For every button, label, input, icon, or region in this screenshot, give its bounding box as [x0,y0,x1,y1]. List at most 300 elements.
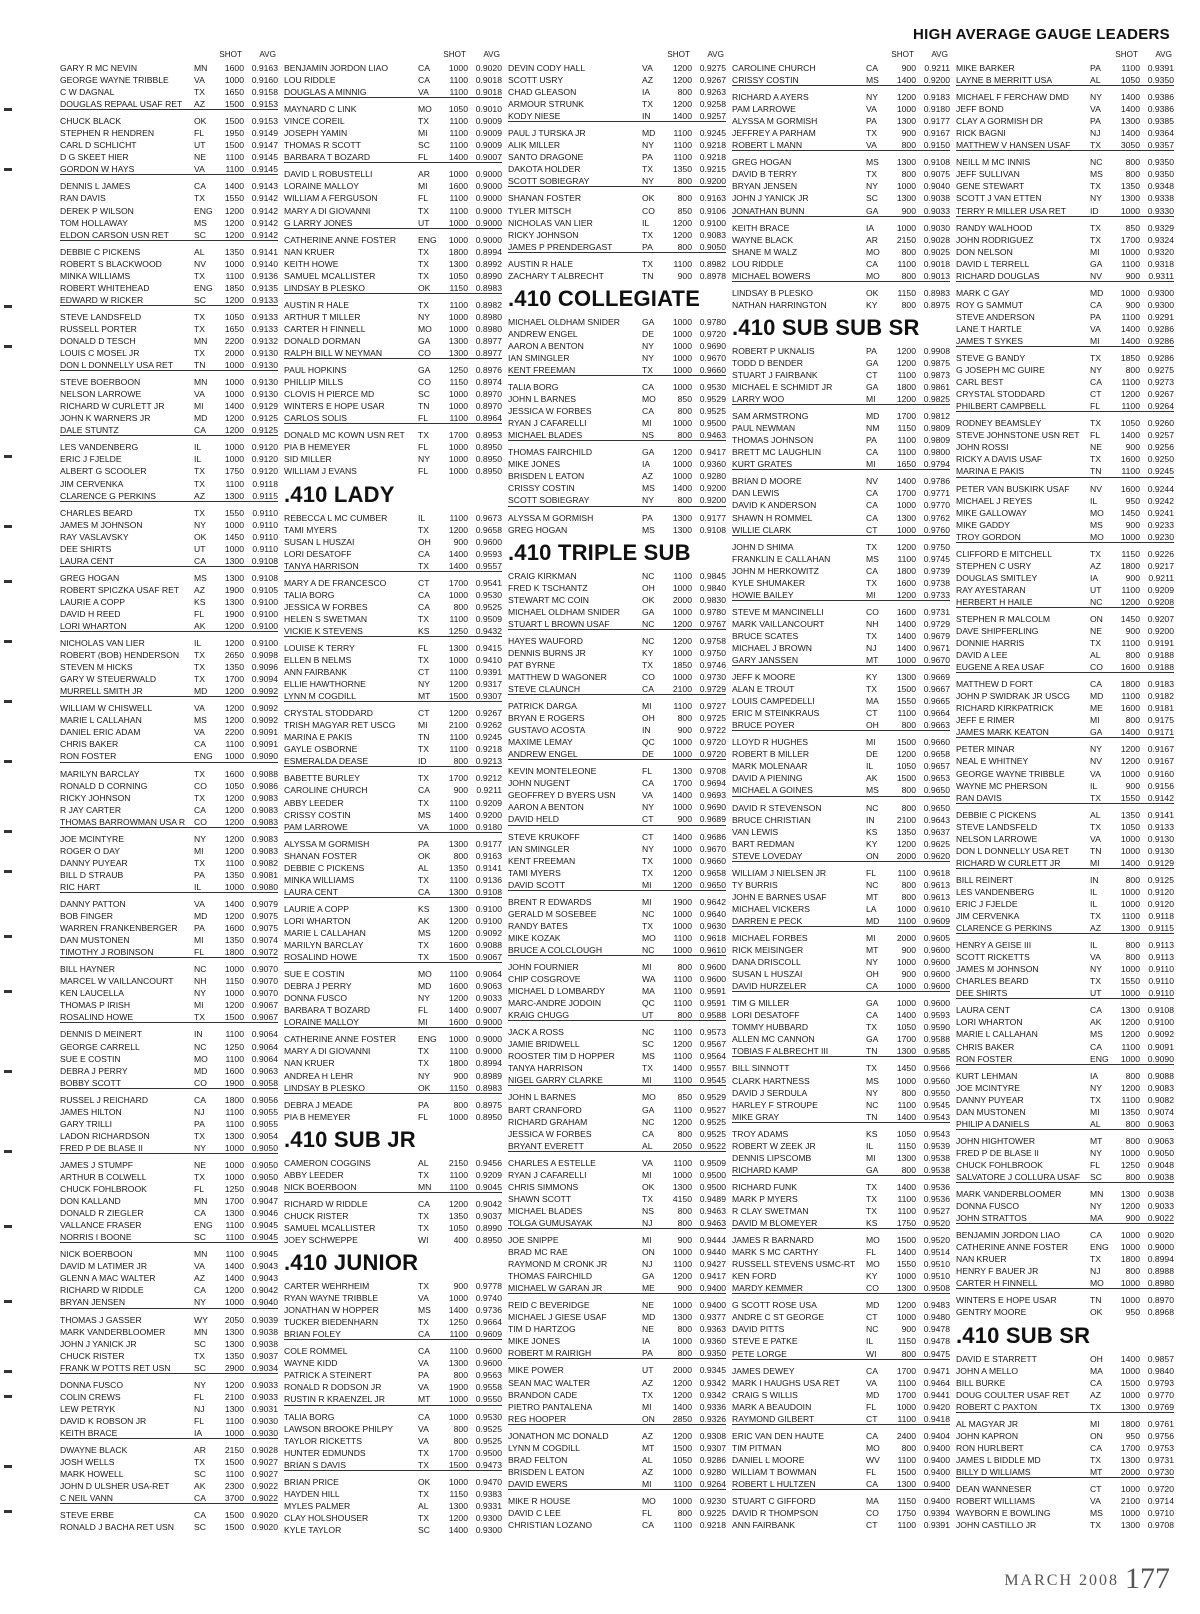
shooter-name: HERBERT H HAILE [956,596,1033,607]
shooter-name: CRAIG S WILLIS [732,1389,798,1400]
shot-count: 1150 [897,423,916,434]
shooter-name: MIKE BARKER [956,63,1015,73]
average: 0.9404 [923,1430,950,1441]
leader-row [284,335,502,347]
state: NY [1090,365,1102,376]
shot-count: 1550 [1120,976,1140,987]
leader-row [60,347,278,359]
shot-count: 1100 [1121,1094,1140,1105]
state: MT [1090,1466,1103,1477]
shot-count: 1700 [448,773,468,784]
shooter-name: DENNIS L JAMES [60,181,131,192]
shooter-name: WINTERS E HOPE USAR [956,1295,1057,1306]
shooter-name: RICKY JOHNSON [508,229,579,240]
average: 0.9464 [923,1377,950,1388]
shooter-name: HOWIE BAILEY [732,589,794,600]
state: MD [642,128,656,139]
shooter-name: NAN KRUER [956,1254,1007,1265]
state: MD [866,915,880,926]
average: 0.9175 [1147,715,1174,726]
leader-row [956,1377,1174,1389]
state: SC [194,1232,206,1243]
leader-row [732,1495,950,1507]
leader-row [284,1381,502,1393]
leader-row [956,1200,1174,1212]
average: 0.9525 [475,1435,502,1446]
shot-count: 1100 [1121,691,1140,702]
state: AL [418,1500,429,1511]
shot-count: 1300 [896,1283,916,1294]
shot-count: 1500 [896,737,916,748]
shooter-name: JOHN A MELLO [956,1365,1019,1376]
leader-row [732,139,950,151]
leader-row [732,1478,950,1490]
state: CA [642,1128,654,1139]
average: 0.9020 [251,1522,278,1533]
state: TX [642,1193,653,1204]
state: TX [194,193,205,204]
state: PA [1090,63,1101,73]
average: 0.9729 [923,618,950,629]
state: IA [194,1427,203,1438]
shooter-name: EDWARD W RICKER [60,294,144,305]
shooter-name: MICHAEL BLADES [508,1205,583,1216]
shot-count: 900 [453,1070,468,1081]
shooter-name: DOUG COULTER USAF RET [956,1389,1070,1400]
shot-count: 1000 [672,471,692,482]
leader-row [732,772,950,784]
shooter-name: ZACHARY T ALBRECHT [508,270,604,281]
leader-row [732,867,950,879]
leader-row [956,1306,1174,1318]
state: IN [194,1029,203,1040]
average: 0.8994 [475,1058,502,1069]
average: 0.9209 [475,1169,502,1180]
shooter-name: THOMAS P IRISH [60,1000,131,1011]
leader-row [508,512,726,524]
shot-count: 1200 [448,928,468,938]
state: TX [418,952,429,963]
leader-row [956,886,1174,898]
state: GA [866,998,879,1009]
shot-count: 1300 [224,1130,244,1141]
average: 0.9075 [251,911,278,922]
leader-row [60,282,278,294]
average: 0.9585 [923,1046,950,1057]
shot-count: 800 [453,756,468,767]
average: 0.9100 [475,915,502,926]
state: PA [194,1118,205,1129]
shooter-name: DAKOTA HOLDER [508,164,581,175]
leader-row [732,103,950,115]
state: TX [418,258,429,269]
shot-count: 1050 [896,761,916,772]
average: 0.9100 [251,608,278,619]
average: 0.9463 [699,1217,726,1228]
state: TX [1090,181,1101,192]
state: CA [866,1478,878,1489]
leader-row [956,714,1174,726]
shooter-name: JOHN D SHIMA [732,541,794,552]
shooter-name: AARON A BENTON [508,802,584,813]
shot-count: 900 [453,1281,468,1292]
average: 0.9108 [923,157,950,168]
shooter-name: JOHN P SWIDRAK JR USCG [956,691,1070,702]
shot-count: 1600 [224,1065,244,1076]
leader-row [956,323,1174,335]
leader-row [284,1357,502,1369]
shot-count: 1350 [448,1210,468,1221]
average: 0.9132 [251,335,278,346]
average: 0.9113 [1148,940,1174,951]
leader-row [732,369,950,381]
shot-count: 1250 [224,1041,244,1052]
shooter-name: MICHAEL VICKERS [732,903,810,914]
state: CA [1090,1230,1102,1241]
shot-count: 1350 [1120,181,1140,192]
average: 0.9038 [923,193,950,204]
leader-row [60,1284,278,1296]
state: CA [642,1520,654,1531]
leader-row [732,1466,950,1478]
shot-count: 1900 [224,1077,244,1088]
state: OK [642,594,655,605]
leader-row [508,270,726,282]
shooter-name: GREG HOGAN [60,572,120,583]
state: TX [418,524,429,535]
leader-row [732,879,950,891]
shot-count: 1350 [448,862,468,873]
shot-count: 1200 [1120,744,1140,755]
leader-row [956,1495,1174,1507]
state: NC [1090,157,1103,168]
state: AZ [194,584,205,595]
leader-row [284,453,502,465]
shooter-name: ALAN E TROUT [732,684,795,695]
state: SC [866,193,878,204]
shooter-name: C NEIL VANN [60,1493,114,1504]
state: MS [866,157,879,168]
shooter-name: LORAINE MALLOY [284,181,359,192]
shot-count: 1200 [1120,596,1140,607]
average: 0.9082 [1147,1094,1174,1105]
state: TX [866,128,877,139]
average: 0.9591 [699,986,726,997]
shooter-name: CRISSY COSTIN [732,75,799,86]
leader-row [508,765,726,777]
shot-count: 1100 [449,613,468,624]
shot-count: 1400 [1120,128,1140,139]
average: 0.9264 [1147,401,1174,412]
state: MI [194,845,204,856]
shot-count: 1200 [224,804,244,815]
state: VA [194,164,205,175]
state: MN [1090,1189,1104,1200]
shot-count: 1100 [897,1377,916,1388]
shot-count: 1000 [672,582,692,593]
scan-mark [4,1300,12,1303]
shooter-name: ROSALIND HOWE [284,952,358,963]
leader-row [284,1057,502,1069]
average: 0.9840 [699,582,726,593]
average: 0.9809 [923,435,950,446]
leader-row [284,1016,502,1028]
average: 0.9130 [251,377,278,388]
average: 0.8980 [475,323,502,334]
average: 0.9600 [923,957,950,968]
leader-row [284,465,502,477]
shot-count: 900 [1125,626,1140,637]
average: 0.9800 [923,447,950,458]
state: SC [642,1039,654,1050]
average: 0.9331 [475,1500,502,1511]
average: 0.9133 [1147,821,1174,832]
average: 0.9760 [923,524,950,535]
average: 0.9160 [1147,768,1174,779]
average: 0.9391 [1147,63,1174,73]
shooter-name: DON L DONNELLY USA RET [60,360,174,371]
average: 0.9417 [699,1271,726,1282]
average: 0.9363 [699,1324,726,1335]
average: 0.9110 [252,531,278,542]
average: 0.9070 [251,976,278,987]
shooter-name: DONALD DORMAN [284,335,361,346]
shooter-name: LORI WHARTON [60,621,127,632]
shooter-name: BRUCE A COLCLOUGH [508,944,603,955]
state: OK [418,282,431,293]
average: 0.9670 [699,843,726,854]
state: NY [1090,193,1102,204]
shot-count: 1100 [897,1193,916,1204]
shot-count: 1200 [672,1377,692,1388]
shot-count: 1100 [225,857,244,868]
state: CO [418,348,431,359]
average: 0.9664 [475,1317,502,1328]
shot-count: 1100 [673,1104,692,1115]
shot-count: 1100 [225,1415,244,1426]
average: 0.9171 [1147,727,1174,738]
shot-count: 1100 [673,701,692,712]
leader-row [60,1159,278,1171]
state: ON [1090,613,1103,624]
leader-row [956,192,1174,204]
average: 0.8964 [475,413,502,424]
shooter-name: DAVID A PIENING [732,773,803,784]
scan-mark [4,455,12,458]
leader-row [60,1077,278,1089]
leader-row [60,1248,278,1260]
leader-row [508,163,726,175]
state: MI [1090,335,1100,346]
leader-row [732,1181,950,1193]
shooter-name: SAMUEL MCALLISTER [284,270,376,281]
leader-row [284,1488,502,1500]
leader-row [60,192,278,204]
shooter-name: RICKY A DAVIS USAF [956,454,1043,465]
leader-row [60,270,278,282]
average: 0.9167 [1147,744,1174,755]
shooter-name: LLOYD R HUGHES [732,737,808,748]
leader-row [956,205,1174,217]
shot-count: 1150 [449,1488,468,1499]
average: 0.9267 [1147,389,1174,400]
shot-count: 1300 [1120,193,1140,204]
leader-row [60,620,278,632]
shooter-name: BART REDMAN [732,838,795,849]
state: MD [418,981,432,992]
shot-count: 1100 [673,932,692,943]
scan-mark [4,305,12,308]
shooter-name: ROBERT M RAIRIGH [508,1348,592,1359]
average: 0.9478 [923,1324,950,1335]
shot-count: 800 [677,1348,692,1359]
shooter-name: MARY A DE FRANCESCO [284,577,387,588]
state: TN [866,1111,878,1122]
leader-row [60,246,278,258]
shot-count: 1000 [224,360,244,371]
leader-row [508,1062,726,1074]
leader-row [508,151,726,163]
shooter-name: MARK A BEAUDOIN [732,1401,812,1412]
shooter-name: FRED P DE BLASE II [60,1142,143,1153]
shooter-name: WILLIE CLARK [732,524,792,535]
average: 0.9708 [1147,1520,1174,1531]
state: AL [1090,1118,1101,1129]
average: 0.9163 [699,193,726,204]
shooter-name: STEVE G BANDY [956,353,1026,364]
shooter-name: LORI DESATOFF [284,548,352,559]
average: 0.8970 [1147,1295,1174,1306]
state: MI [642,701,652,712]
state: CA [1090,679,1102,690]
leader-row [284,441,502,453]
state: FL [418,442,429,453]
average: 0.9357 [1147,140,1174,151]
shot-count: 1200 [896,357,916,368]
shooter-name: CRYSTAL STODDARD [956,389,1045,400]
shot-count: 1400 [1120,430,1140,441]
leader-row [508,1074,726,1086]
shot-count: 1850 [672,659,692,670]
shooter-name: JOHN L BARNES [508,1092,576,1103]
leader-row [732,606,950,618]
state: TX [418,1488,429,1499]
shooter-name: GEORGE CARRELL [60,1041,140,1052]
average: 0.9545 [923,1099,950,1110]
shot-count: 1150 [897,1140,916,1151]
state: SC [418,389,430,400]
shot-count: 1300 [896,157,916,168]
shooter-name: BILL BURKE [956,1377,1006,1388]
shooter-name: DAVE SHIPFERLING [956,626,1039,637]
state: OK [418,850,431,861]
shot-count: 850 [677,1092,692,1103]
avg-header: AVG [483,50,500,59]
state: TX [418,1447,429,1458]
shot-count: 1700 [224,1196,244,1207]
leader-row [60,311,278,323]
leader-row [60,987,278,999]
leader-row [732,205,950,217]
shot-count: 800 [901,299,916,310]
shooter-name: GEOFFREY D BYERS USN [508,790,616,801]
state: NY [194,833,206,844]
shot-count: 1750 [896,1508,916,1519]
average: 0.9550 [475,1394,502,1405]
shooter-name: RODNEY BEAMSLEY [956,418,1042,429]
shooter-name: JOHN STRATTOS [956,1213,1027,1224]
shot-count: 800 [1125,940,1140,951]
shot-count: 900 [1125,442,1140,453]
shot-count: 1000 [448,466,468,477]
average: 0.9730 [1147,1466,1174,1477]
average: 0.9600 [923,969,950,980]
average: 0.9324 [1147,234,1174,245]
average: 0.9710 [1147,1508,1174,1519]
shot-count: 800 [677,962,692,972]
shooter-name: GARY R MC NEVIN [60,63,138,73]
shot-count: 1350 [896,826,916,837]
leader-row [508,1430,726,1442]
average: 0.8975 [475,1099,502,1110]
average: 0.9360 [699,459,726,470]
average: 0.9350 [699,1348,726,1359]
shooter-name: STEVE LANDSFELD [60,311,142,322]
leader-row [956,507,1174,519]
average: 0.9329 [1147,222,1174,233]
average: 0.9046 [251,1208,278,1219]
state: NY [642,340,654,351]
shot-count: 1100 [897,435,916,446]
state: VA [866,140,877,151]
average: 0.9658 [475,524,502,535]
state: GA [642,447,655,458]
shot-count: 1000 [448,63,468,73]
average: 0.9177 [699,512,726,523]
state: MD [866,411,880,422]
leader-row [508,712,726,724]
shooter-name: DAVID B TERRY [732,169,797,180]
leader-row [508,1091,726,1103]
leader-row [60,685,278,697]
shot-count: 1200 [672,229,692,240]
shot-count: 1000 [224,1427,244,1438]
shot-count: 950 [1125,495,1140,506]
leader-row [956,963,1174,975]
average: 0.9233 [1147,519,1174,530]
leader-row [956,180,1174,192]
average: 0.9245 [475,732,502,743]
shooter-name: WILLIAM T BOWMAN [732,1466,817,1477]
leader-row [732,707,950,719]
state: NJ [866,642,877,653]
average: 0.9670 [699,352,726,363]
average: 0.9642 [699,896,726,907]
leader-row [284,654,502,666]
leader-row [508,961,726,973]
shooter-name: CHRIS SIMMONS [508,1181,579,1192]
state: CO [866,606,879,617]
shot-count: 1350 [224,1350,244,1361]
shot-count: 1000 [672,1336,692,1347]
average: 0.8950 [475,1111,502,1122]
leader-row [284,666,502,678]
state: ON [1090,1430,1103,1441]
state: TN [1090,466,1102,477]
shooter-name: RIC HART [60,881,101,892]
leader-row [956,1389,1174,1401]
shot-count: 1300 [672,1181,692,1192]
